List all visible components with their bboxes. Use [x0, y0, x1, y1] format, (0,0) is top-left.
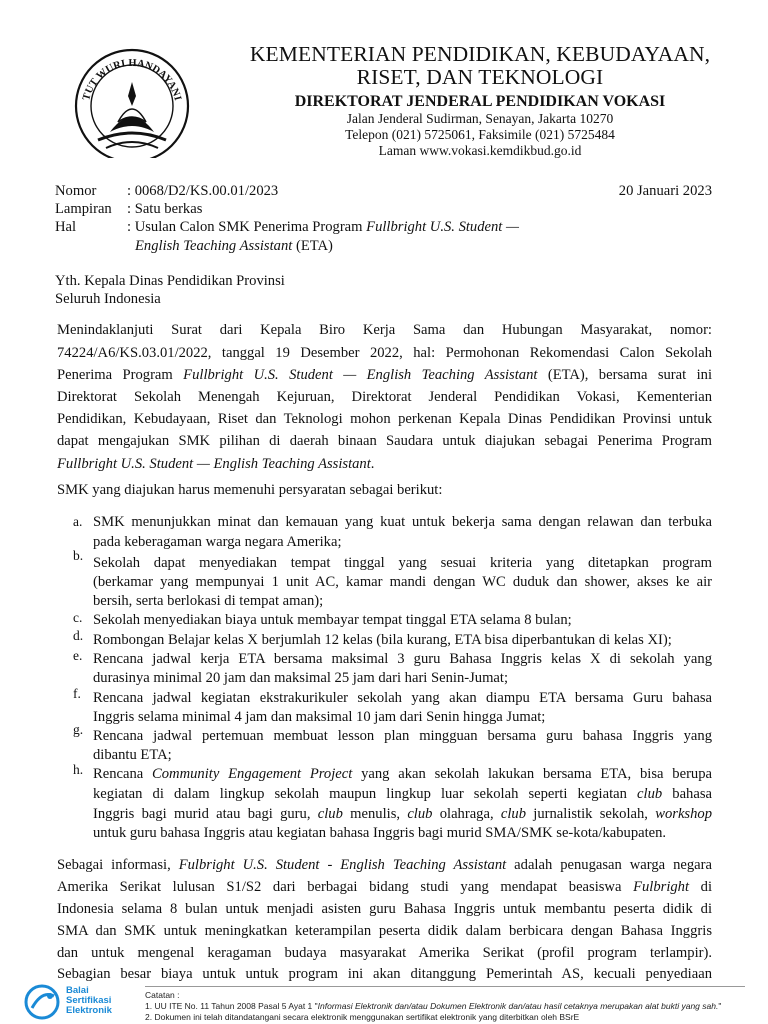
bsre-label-2: Sertifikasi — [66, 995, 112, 1006]
hal-value-line2: English Teaching Assistant (ETA) — [135, 238, 333, 254]
item-b-marker: b. — [73, 548, 84, 563]
lampiran-value: : Satu berkas — [127, 201, 203, 217]
p1-line7: Fullbright U.S. Student — English Teaching Assistant. — [57, 456, 375, 472]
requirements-intro: SMK yang diajukan harus memenuhi persyaratan sebagai berikut: — [57, 482, 443, 498]
item-h-line4: untuk guru bahasa Inggris atau kegiatan bahasa Inggris bagi murid SMA/SMK se-kota/kabupaten. — [93, 825, 667, 841]
ministry-name-line2: RISET, DAN TEKNOLOGI — [356, 65, 604, 89]
lampiran-label: Lampiran — [55, 201, 112, 217]
p1-line6: dapat mengajukan SMK pilihan di daerah binaan Saudara untuk diajukan sebagai Penerima Program — [57, 433, 712, 449]
item-a-line2: pada keberagaman warga negara Amerika; — [93, 534, 342, 550]
item-f-marker: f. — [73, 686, 81, 701]
hal-label: Hal — [55, 219, 77, 235]
item-g-marker: g. — [73, 722, 84, 737]
item-a-line1: SMK menunjukkan minat dan kemauan yang kuat untuk bekerja sama dengan relawan dan terbuka — [93, 514, 712, 530]
bsre-label-3: Elektronik — [66, 1005, 112, 1016]
item-e-line1: Rencana jadwal kerja ETA bersama maksimal 3 guru Bahasa Inggris kelas X di sekolah yang — [93, 651, 712, 667]
p2-line3: Indonesia selama 8 bulan untuk menjadi asisten guru Bahasa Inggris untuk membantu peserta didik di — [57, 901, 712, 917]
nomor-value: : 0068/D2/KS.00.01/2023 — [127, 183, 279, 199]
item-b-line3: bersih, serta berlokasi di tempat aman); — [93, 593, 324, 609]
item-b-line2: (berkamar yang mempunyai 1 unit AC, kamar mandi dengan WC duduk dan shower, akses ke air — [93, 574, 712, 590]
item-c-marker: c. — [73, 610, 83, 625]
p2-line6: Sebagian besar biaya untuk untuk program ini akan ditanggung Pemerintah AS, kecuali penyediaan — [57, 966, 712, 982]
item-h-line2: kegiatan di dalam lingkup sekolah maupun lingkup luar sekolah seperti kegiatan club bahasa — [93, 786, 712, 802]
bsre-logo-icon — [22, 984, 62, 1020]
item-d-marker: d. — [73, 628, 84, 643]
footer-note-1: 1. UU ITE No. 11 Tahun 2008 Pasal 5 Ayat 1 "Informasi Elektronik dan/atau Dokumen Elektronik dan/atau hasil cetaknya merupakan alat bukti yang sah." — [145, 1001, 722, 1011]
directorate-name: DIREKTORAT JENDERAL PENDIDIKAN VOKASI — [294, 93, 666, 110]
nomor-label: Nomor — [55, 183, 97, 199]
item-b-line1: Sekolah dapat menyediakan tempat tinggal yang sesuai kriteria yang ditetapkan program — [93, 555, 712, 571]
p1-line3: Penerima Program Fullbright U.S. Student — English Teaching Assistant (ETA), bersama surat ini — [57, 367, 712, 383]
p1-line4: Direktorat Sekolah Menengah Kejuruan, Direktorat Jenderal Pendidikan Vokasi, Kementerian — [57, 389, 712, 405]
p2-line4: SMA dan SMK untuk meningkatkan keterampilan peserta didik dalam berbicara dengan Bahasa Inggris — [57, 923, 712, 939]
footer-divider — [145, 986, 745, 987]
item-d-line1: Rombongan Belajar kelas X berjumlah 12 kelas (bila kurang, ETA bisa diperbantukan di kelas XI); — [93, 632, 672, 648]
recipient-line1: Yth. Kepala Dinas Pendidikan Provinsi — [55, 273, 285, 289]
recipient-line2: Seluruh Indonesia — [55, 291, 161, 307]
item-a-marker: a. — [73, 514, 83, 529]
p1-line5: Pendidikan, Kebudayaan, Riset dan Teknologi mohon perkenan Kepala Dinas Pendidikan Provinsi untuk — [57, 411, 712, 427]
item-f-line1: Rencana jadwal kegiatan ekstrakurikuler sekolah yang akan diampu ETA bersama Guru bahasa — [93, 690, 712, 706]
item-g-line1: Rencana jadwal pertemuan membuat lesson plan mingguan bersama guru bahasa Inggris yang — [93, 728, 712, 744]
svg-text:TUT WURI HANDAYANI: TUT WURI HANDAYANI — [81, 57, 183, 102]
item-h-line3: Inggris bagi murid atau bagi guru, club menulis, club olahraga, club jurnalistik sekolah, workshop — [93, 806, 712, 822]
p2-line1: Sebagai informasi, Fulbright U.S. Student - English Teaching Assistant adalah penugasan warga negara — [57, 857, 712, 873]
footer-note-2: 2. Dokumen ini telah ditandatangani secara elektronik menggunakan sertifikat elektronik yang diterbitkan oleh BSrE — [145, 1012, 580, 1022]
bsre-label-1: Balai — [66, 985, 89, 996]
p2-line2: Amerika Serikat lulusan S1/S2 dari berbagai bidang studi yang mendapat beasiswa Fulbright di — [57, 879, 713, 895]
p2-line5: dan untuk mengenal keragaman budaya masyarakat Amerika Serikat (profil program terlampir). — [57, 945, 712, 961]
item-f-line2: Inggris selama minimal 4 jam dan maksimal 10 jam dari Senin hingga Jumat; — [93, 709, 546, 725]
website: Laman www.vokasi.kemdikbud.go.id — [378, 143, 582, 158]
item-h-line1: Rencana Community Engagement Project yang akan sekolah lakukan bersama ETA, bisa berupa — [93, 766, 713, 782]
p1-line2: 74224/A6/KS.03.01/2022, tanggal 19 Desember 2022, hal: Permohonan Rekomendasi Calon Sekolah — [57, 345, 712, 361]
tut-wuri-handayani-logo — [58, 40, 206, 158]
p1-line1: Menindaklanjuti Surat dari Kepala Biro Kerja Sama dan Hubungan Masyarakat, nomor: — [57, 322, 712, 338]
footer-title: Catatan : — [145, 990, 180, 1000]
item-h-marker: h. — [73, 762, 84, 777]
hal-value-line1: : Usulan Calon SMK Penerima Program Fullbright U.S. Student — — [127, 219, 519, 235]
item-e-marker: e. — [73, 648, 83, 663]
phone-fax: Telepon (021) 5725061, Faksimile (021) 5725484 — [345, 127, 615, 142]
address: Jalan Jenderal Sudirman, Senayan, Jakarta 10270 — [346, 111, 614, 126]
item-c-line1: Sekolah menyediakan biaya untuk membayar tempat tinggal ETA selama 8 bulan; — [93, 612, 572, 628]
letter-date: 20 Januari 2023 — [618, 183, 712, 199]
item-g-line2: dibantu ETA; — [93, 747, 172, 763]
item-e-line2: durasinya minimal 20 jam dan maksimal 25 jam dari hari Senin-Jumat; — [93, 670, 509, 686]
ministry-name-line1: KEMENTERIAN PENDIDIKAN, KEBUDAYAAN, — [249, 42, 711, 66]
